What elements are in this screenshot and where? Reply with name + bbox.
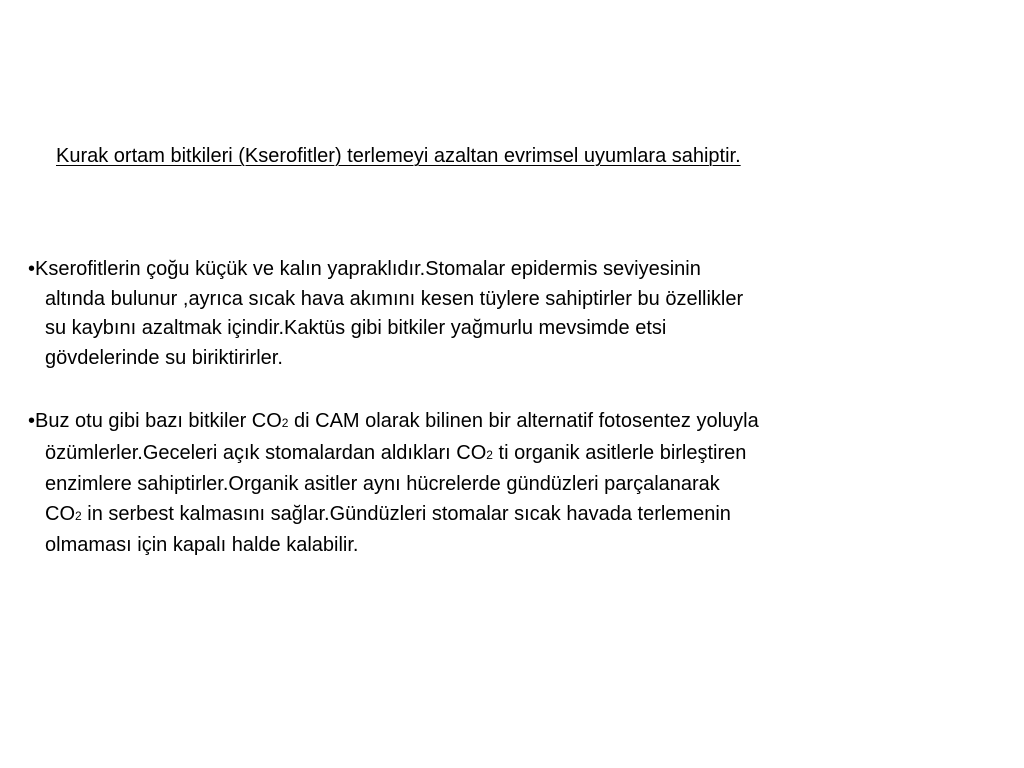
paragraph-line: su kaybını azaltmak içindir.Kaktüs gibi bitkiler yağmurlu mevsimde etsi xyxy=(45,317,667,339)
text-segment: •Buz otu gibi bazı bitkiler CO xyxy=(28,410,282,432)
text-segment: in serbest kalmasını sağlar.Gündüzleri stomalar sıcak havada terlemenin xyxy=(81,502,731,525)
paragraph-xerophytes xyxy=(28,255,743,373)
paragraph-line xyxy=(28,500,759,532)
paragraph-line xyxy=(28,439,759,471)
paragraph-line: altında bulunur ,ayrıca sıcak hava akımını kesen tüylere sahiptirler bu özellikler xyxy=(45,287,744,310)
subscript-2: 2 xyxy=(486,447,493,462)
paragraph-line: enzimlere sahiptirler.Organik asitler aynı hücrelerde gündüzleri parçalanarak xyxy=(45,473,720,495)
slide-heading: Kurak ortam bitkileri (Kserofitler) terlemeyi azaltan evrimsel uyumlara sahiptir. xyxy=(56,145,741,167)
subscript-2: 2 xyxy=(281,416,289,430)
paragraph-line xyxy=(28,407,759,439)
paragraph-cam-photosynthesis xyxy=(28,407,759,561)
paragraph-line: gövdelerinde su biriktirirler. xyxy=(45,346,283,369)
text-segment: CO xyxy=(45,502,75,525)
subscript-2: 2 xyxy=(75,508,82,523)
paragraph-line: olmaması için kapalı halde kalabilir. xyxy=(45,534,359,556)
paragraph-line: •Kserofitlerin çoğu küçük ve kalın yapraklıdır.Stomalar epidermis seviyesinin xyxy=(28,258,701,280)
text-segment: di CAM olarak bilinen bir alternatif fotosentez yoluyla xyxy=(288,410,759,432)
text-segment: ti organik asitlerle birleştiren xyxy=(492,441,747,464)
text-segment: özümlerler.Geceleri açık stomalardan aldıkları CO xyxy=(45,441,487,464)
